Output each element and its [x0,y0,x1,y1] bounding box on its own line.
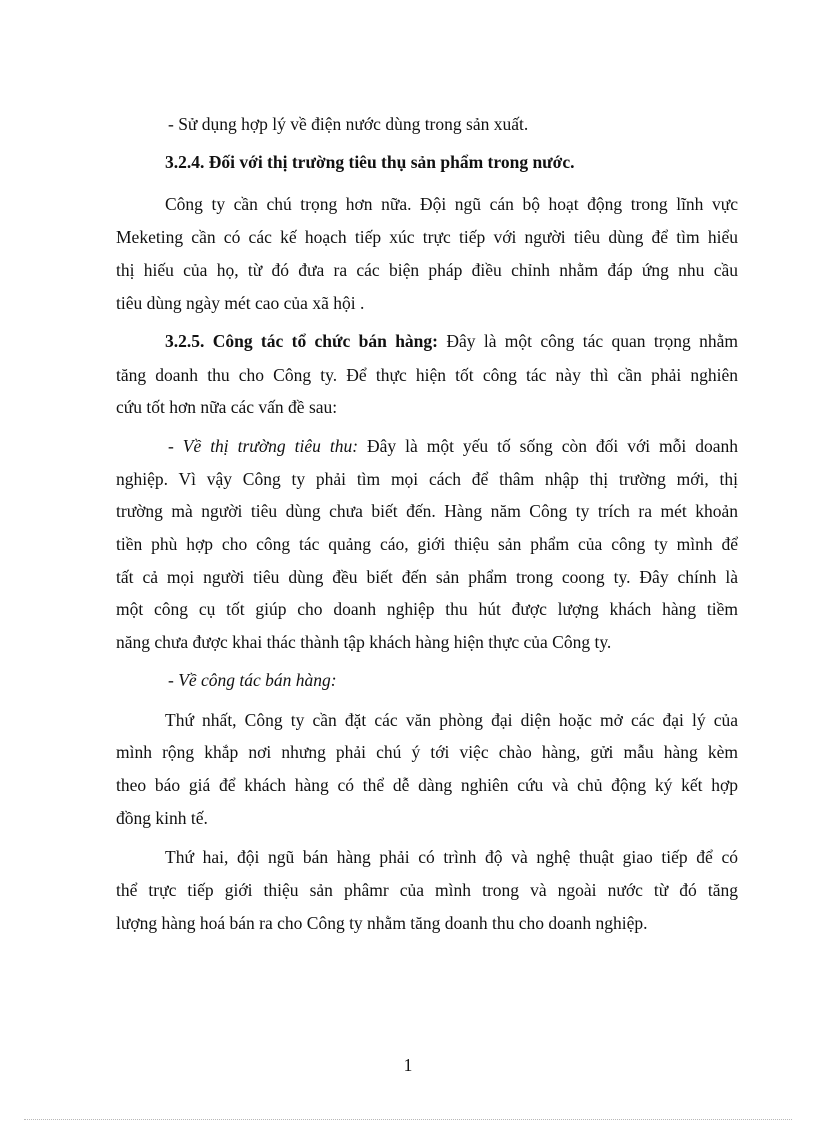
paragraph-line: mình rộng khắp nơi nhưng phải chú ý tới việc chào hàng, gửi mẫu hàng kèm [116,742,738,762]
market-paragraph-line [168,435,738,457]
paragraph-line: năng chưa được khai thác thành tập khách hàng hiện thực của Công ty. [116,632,612,652]
heading-3-2-4: 3.2.4. Đối với thị trường tiêu thụ sản phẩm trong nước. [165,152,575,172]
paragraph-line: tiền phù hợp cho công tác quảng cáo, giới thiệu sản phẩm của công ty mình để [116,534,738,554]
paragraph-line: Thứ nhất, Công ty cần đặt các văn phòng đại diện hoặc mở các đại lý của [165,710,738,730]
paragraph-line: Meketing cần có các kế hoạch tiếp xúc trực tiếp với người tiêu dùng để tìm hiểu [116,227,738,247]
paragraph-line: đồng kinh tế. [116,808,208,828]
paragraph-line: tăng doanh thu cho Công ty. Để thực hiện tốt công tác này thì cần phải nghiên [116,365,738,385]
paragraph-line: tất cả mọi người tiêu dùng đều biết đến sản phẩm trong coong ty. Đây chính là [116,567,738,587]
paragraph-line: nghiệp. Vì vậy Công ty phải tìm mọi cách để thâm nhập thị trường mới, thị [116,469,738,489]
market-subheading: - Về thị trường tiêu thu: [168,436,359,456]
market-text: Đây là một yếu tố sống còn đối với mỗi doanh [358,436,739,456]
sales-subheading: - Về công tác bán hàng: [168,670,337,690]
paragraph-line: một công cụ tốt giúp cho doanh nghiệp thu hút được lượng khách hàng tiềm [116,599,738,619]
paragraph-line: lượng hàng hoá bán ra cho Công ty nhằm tăng doanh thu cho doanh nghiệp. [116,913,648,933]
paragraph-line: Công ty cần chú trọng hơn nữa. Đội ngũ cán bộ hoạt động trong lĩnh vực [165,194,738,214]
paragraph-line: tiêu dùng ngày mét cao của xã hội . [116,293,365,313]
heading-3-2-5-line [165,330,738,352]
paragraph-line: thể trực tiếp giới thiệu sản phâmr của mình trong và ngoài nước từ đó tăng [116,880,738,900]
paragraph-line: theo báo giá để khách hàng có thể dễ dàng nghiên cứu và chủ động ký kết hợp [116,775,738,795]
paragraph-line: Thứ hai, đội ngũ bán hàng phải có trình độ và nghệ thuật giao tiếp để có [165,847,738,867]
page-bottom-divider [24,1119,792,1120]
page-number: 1 [403,1055,413,1075]
heading-3-2-5: 3.2.5. Công tác tổ chức bán hàng: [165,331,438,351]
paragraph-line: thị hiếu của họ, từ đó đưa ra các biện pháp điều chỉnh nhằm đáp ứng nhu cầu [116,260,738,280]
paragraph-line: cứu tốt hơn nữa các vấn đề sau: [116,397,338,417]
heading-3-2-5-text: Đây là một công tác quan trọng nhằm [438,331,738,351]
bullet-line-utilities: - Sử dụng hợp lý về điện nước dùng trong sản xuất. [168,114,529,134]
paragraph-line: trường mà người tiêu dùng chưa biết đến. Hàng năm Công ty trích ra mét khoản [116,501,738,521]
